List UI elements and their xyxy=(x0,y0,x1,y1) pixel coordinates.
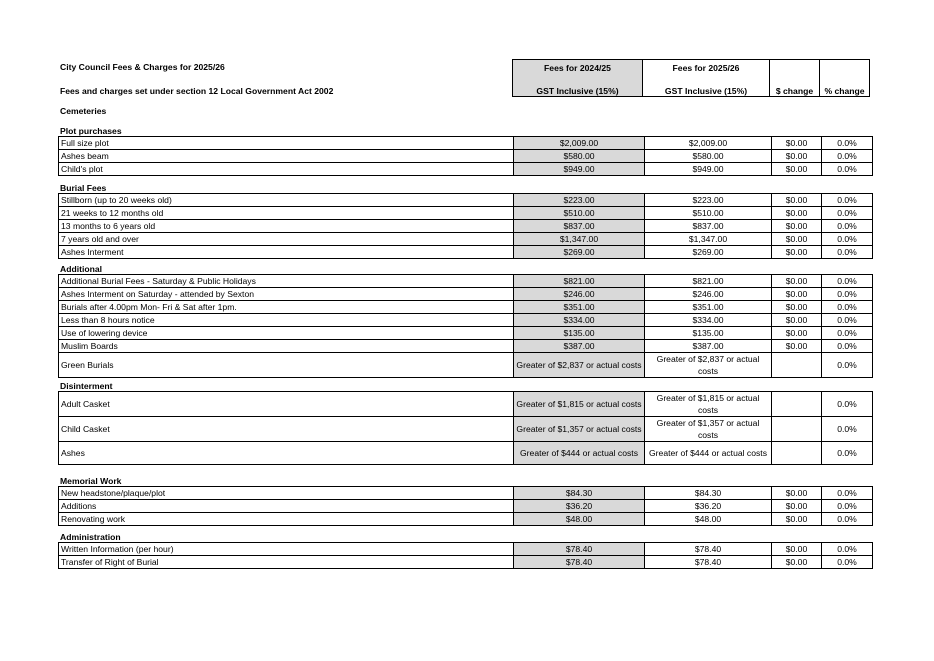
item-cell: Full size plot xyxy=(59,137,514,150)
pct-change-cell: 0.0% xyxy=(822,513,873,526)
dollar-change-cell: $0.00 xyxy=(772,150,822,163)
item-cell: 21 weeks to 12 months old xyxy=(59,207,514,220)
item-cell: Child's plot xyxy=(59,163,514,176)
table-row xyxy=(59,150,873,163)
item-cell: Green Burials xyxy=(59,353,514,378)
pct-change-cell: 0.0% xyxy=(822,353,873,378)
section-heading: Additional xyxy=(60,264,103,274)
dollar-change-cell xyxy=(772,442,822,465)
table-row xyxy=(59,163,873,176)
item-cell: Child Casket xyxy=(59,417,514,442)
item-cell: Use of lowering device xyxy=(59,327,514,340)
dollar-change-cell: $0.00 xyxy=(772,220,822,233)
dollar-change-cell xyxy=(772,353,822,378)
item-cell: Additions xyxy=(59,500,514,513)
table-row xyxy=(59,137,873,150)
item-cell: Ashes Interment on Saturday - attended by Sexton xyxy=(59,288,514,301)
header-new-fee xyxy=(642,59,770,97)
pct-change-cell: 0.0% xyxy=(822,500,873,513)
page-title: City Council Fees & Charges for 2025/26 xyxy=(60,62,225,72)
prev-fee-cell: Greater of $444 or actual costs xyxy=(514,442,645,465)
dollar-change-cell: $0.00 xyxy=(772,163,822,176)
table-row xyxy=(59,353,873,378)
pct-change-cell: 0.0% xyxy=(822,314,873,327)
pct-change-cell: 0.0% xyxy=(822,150,873,163)
new-fee-cell: $837.00 xyxy=(645,220,772,233)
table-row xyxy=(59,417,873,442)
table-row xyxy=(59,246,873,259)
dollar-change-cell: $0.00 xyxy=(772,194,822,207)
prev-fee-cell: $78.40 xyxy=(514,556,645,569)
dollar-change-cell: $0.00 xyxy=(772,500,822,513)
dollar-change-cell: $0.00 xyxy=(772,233,822,246)
new-fee-cell: $36.20 xyxy=(645,500,772,513)
pct-change-cell: 0.0% xyxy=(822,137,873,150)
new-fee-cell: $2,009.00 xyxy=(645,137,772,150)
prev-fee-cell: $78.40 xyxy=(514,543,645,556)
dollar-change-cell: $0.00 xyxy=(772,340,822,353)
pct-change-cell: 0.0% xyxy=(822,207,873,220)
new-fee-cell: $84.30 xyxy=(645,487,772,500)
pct-change-cell: 0.0% xyxy=(822,417,873,442)
prev-fee-cell: $135.00 xyxy=(514,327,645,340)
item-cell: Stillborn (up to 20 weeks old) xyxy=(59,194,514,207)
prev-fee-cell: $580.00 xyxy=(514,150,645,163)
table-row xyxy=(59,487,873,500)
table-row xyxy=(59,194,873,207)
new-fee-cell: $821.00 xyxy=(645,275,772,288)
fee-table xyxy=(58,136,873,176)
table-row xyxy=(59,288,873,301)
new-fee-cell: $269.00 xyxy=(645,246,772,259)
table-row xyxy=(59,543,873,556)
new-fee-cell: $223.00 xyxy=(645,194,772,207)
pct-change-cell: 0.0% xyxy=(822,301,873,314)
item-cell: 7 years old and over xyxy=(59,233,514,246)
item-cell: Ashes Interment xyxy=(59,246,514,259)
prev-fee-cell: $223.00 xyxy=(514,194,645,207)
new-fee-cell: $949.00 xyxy=(645,163,772,176)
header-dollar-change-label: $ change xyxy=(775,86,814,96)
pct-change-cell: 0.0% xyxy=(822,327,873,340)
header-pct-change xyxy=(819,59,870,97)
dollar-change-cell: $0.00 xyxy=(772,556,822,569)
prev-fee-cell: Greater of $2,837 or actual costs xyxy=(514,353,645,378)
new-fee-cell: $48.00 xyxy=(645,513,772,526)
pct-change-cell: 0.0% xyxy=(822,556,873,569)
section-heading: Administration xyxy=(60,532,121,542)
table-row xyxy=(59,301,873,314)
table-row xyxy=(59,392,873,417)
section-heading: Burial Fees xyxy=(60,183,107,193)
dollar-change-cell: $0.00 xyxy=(772,275,822,288)
dollar-change-cell xyxy=(772,392,822,417)
prev-fee-cell: $36.20 xyxy=(514,500,645,513)
new-fee-cell: Greater of $2,837 or actual costs xyxy=(645,353,772,378)
table-row xyxy=(59,442,873,465)
dollar-change-cell: $0.00 xyxy=(772,288,822,301)
prev-fee-cell: $84.30 xyxy=(514,487,645,500)
fee-table xyxy=(58,486,873,526)
item-cell: Ashes xyxy=(59,442,514,465)
pct-change-cell: 0.0% xyxy=(822,233,873,246)
prev-fee-cell: $2,009.00 xyxy=(514,137,645,150)
new-fee-cell: Greater of $1,815 or actual costs xyxy=(645,392,772,417)
fee-table xyxy=(58,391,873,465)
new-fee-cell: $1,347.00 xyxy=(645,233,772,246)
header-new-fee-label: Fees for 2025/26 xyxy=(672,63,740,73)
item-cell: Additional Burial Fees - Saturday & Public Holidays xyxy=(59,275,514,288)
dollar-change-cell: $0.00 xyxy=(772,327,822,340)
header-dollar-change xyxy=(769,59,820,97)
dollar-change-cell: $0.00 xyxy=(772,487,822,500)
section-heading: Plot purchases xyxy=(60,126,122,136)
prev-fee-cell: $269.00 xyxy=(514,246,645,259)
pct-change-cell: 0.0% xyxy=(822,163,873,176)
prev-fee-cell: $1,347.00 xyxy=(514,233,645,246)
table-row xyxy=(59,500,873,513)
pct-change-cell: 0.0% xyxy=(822,220,873,233)
new-fee-cell: Greater of $1,357 or actual costs xyxy=(645,417,772,442)
item-cell: 13 months to 6 years old xyxy=(59,220,514,233)
new-fee-cell: $135.00 xyxy=(645,327,772,340)
pct-change-cell: 0.0% xyxy=(822,392,873,417)
prev-fee-cell: $949.00 xyxy=(514,163,645,176)
table-row xyxy=(59,275,873,288)
item-cell: New headstone/plaque/plot xyxy=(59,487,514,500)
new-fee-cell: $510.00 xyxy=(645,207,772,220)
prev-fee-cell: $821.00 xyxy=(514,275,645,288)
table-row xyxy=(59,233,873,246)
dollar-change-cell: $0.00 xyxy=(772,543,822,556)
item-cell: Transfer of Right of Burial xyxy=(59,556,514,569)
prev-fee-cell: $246.00 xyxy=(514,288,645,301)
new-fee-cell: Greater of $444 or actual costs xyxy=(645,442,772,465)
pct-change-cell: 0.0% xyxy=(822,275,873,288)
prev-fee-cell: Greater of $1,357 or actual costs xyxy=(514,417,645,442)
pct-change-cell: 0.0% xyxy=(822,543,873,556)
item-cell: Renovating work xyxy=(59,513,514,526)
table-row xyxy=(59,314,873,327)
dollar-change-cell: $0.00 xyxy=(772,314,822,327)
pct-change-cell: 0.0% xyxy=(822,288,873,301)
item-cell: Muslim Boards xyxy=(59,340,514,353)
section-heading: Memorial Work xyxy=(60,476,122,486)
prev-fee-cell: Greater of $1,815 or actual costs xyxy=(514,392,645,417)
prev-fee-cell: $837.00 xyxy=(514,220,645,233)
pct-change-cell: 0.0% xyxy=(822,246,873,259)
new-fee-cell: $78.40 xyxy=(645,543,772,556)
section-heading: Disinterment xyxy=(60,381,113,391)
table-row xyxy=(59,556,873,569)
pct-change-cell: 0.0% xyxy=(822,194,873,207)
table-row xyxy=(59,327,873,340)
prev-fee-cell: $334.00 xyxy=(514,314,645,327)
item-cell: Written Information (per hour) xyxy=(59,543,514,556)
new-fee-cell: $246.00 xyxy=(645,288,772,301)
pct-change-cell: 0.0% xyxy=(822,442,873,465)
new-fee-cell: $351.00 xyxy=(645,301,772,314)
pct-change-cell: 0.0% xyxy=(822,487,873,500)
dollar-change-cell: $0.00 xyxy=(772,207,822,220)
new-fee-cell: $334.00 xyxy=(645,314,772,327)
dollar-change-cell: $0.00 xyxy=(772,301,822,314)
header-new-fee-sub: GST Inclusive (15%) xyxy=(664,86,748,96)
fee-table xyxy=(58,542,873,569)
item-cell: Adult Casket xyxy=(59,392,514,417)
fee-table xyxy=(58,274,873,378)
new-fee-cell: $387.00 xyxy=(645,340,772,353)
dollar-change-cell: $0.00 xyxy=(772,246,822,259)
category-heading: Cemeteries xyxy=(60,106,107,116)
header-prev-fee-sub: GST Inclusive (15%) xyxy=(536,86,619,96)
item-cell: Burials after 4.00pm Mon- Fri & Sat after 1pm. xyxy=(59,301,514,314)
table-row xyxy=(59,220,873,233)
prev-fee-cell: $510.00 xyxy=(514,207,645,220)
dollar-change-cell: $0.00 xyxy=(772,513,822,526)
page-subtitle: Fees and charges set under section 12 Local Government Act 2002 xyxy=(60,86,334,96)
dollar-change-cell xyxy=(772,417,822,442)
table-row xyxy=(59,513,873,526)
prev-fee-cell: $351.00 xyxy=(514,301,645,314)
header-prev-fee xyxy=(512,59,643,97)
prev-fee-cell: $387.00 xyxy=(514,340,645,353)
item-cell: Ashes beam xyxy=(59,150,514,163)
header-prev-fee-label: Fees for 2024/25 xyxy=(544,63,611,73)
table-row xyxy=(59,340,873,353)
item-cell: Less than 8 hours notice xyxy=(59,314,514,327)
pct-change-cell: 0.0% xyxy=(822,340,873,353)
dollar-change-cell: $0.00 xyxy=(772,137,822,150)
prev-fee-cell: $48.00 xyxy=(514,513,645,526)
new-fee-cell: $78.40 xyxy=(645,556,772,569)
fee-table xyxy=(58,193,873,259)
table-row xyxy=(59,207,873,220)
new-fee-cell: $580.00 xyxy=(645,150,772,163)
header-pct-change-label: % change xyxy=(824,86,865,96)
